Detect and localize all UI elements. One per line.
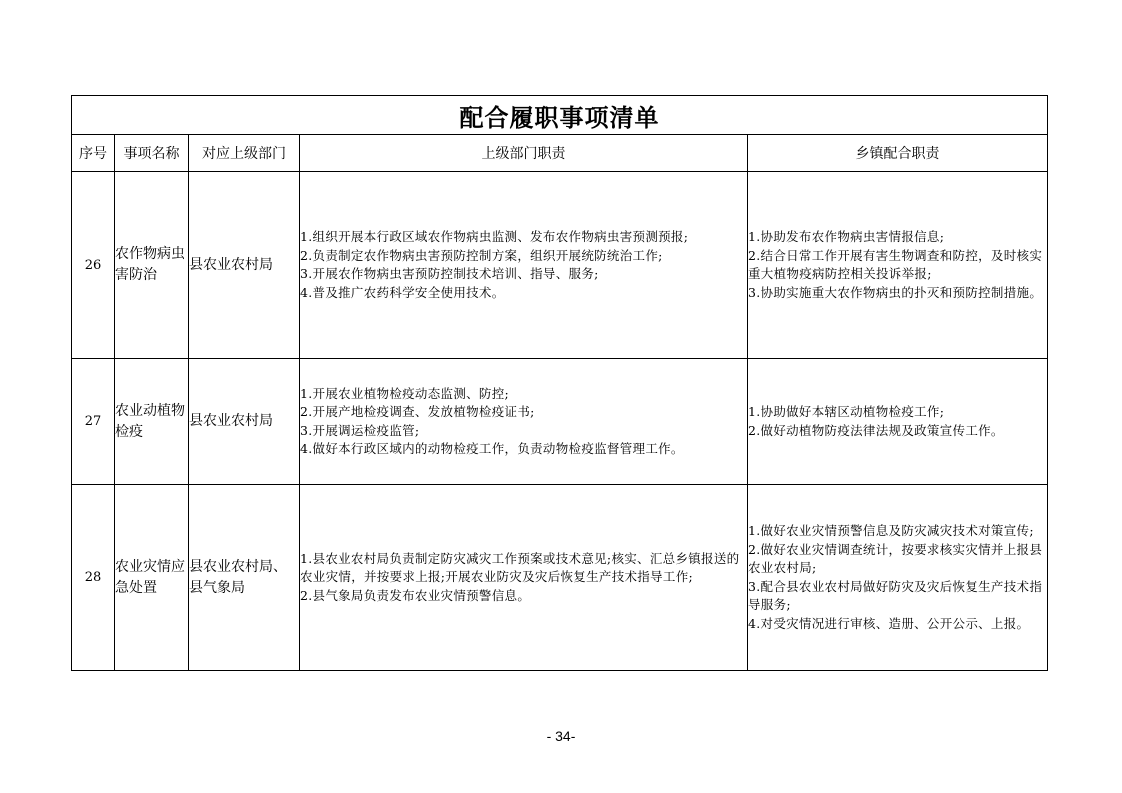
table-title: 配合履职事项清单 — [72, 96, 1048, 135]
duty-line: 3.开展调运检疫监管; — [300, 422, 420, 438]
duty-list-table — [71, 95, 1048, 671]
row-item-name: 农作物病虫害防治 — [115, 172, 189, 359]
duty-line: 1.开展农业植物检疫动态监测、防控; — [300, 385, 510, 401]
page-number: - 34- — [546, 728, 576, 744]
table-row — [72, 172, 1048, 359]
header-upper-duty: 上级部门职责 — [300, 135, 748, 172]
duty-line: 1.县农业农村局负责制定防灾减灾工作预案或技术意见;核实、汇总乡镇报送的农业灾情，并按要求上报;开展农业防灾及灾后恢复生产技术指导工作; — [300, 550, 740, 585]
header-seq: 序号 — [72, 135, 115, 172]
header-dept: 对应上级部门 — [189, 135, 300, 172]
duty-line: 2.结合日常工作开展有害生物调查和防控，及时核实重大植物疫病防控相关投诉举报; — [748, 247, 1043, 281]
duty-line: 3.协助实施重大农作物病虫的扑灭和预防控制措施。 — [748, 284, 1043, 300]
row-item-name: 农业动植物检疫 — [115, 359, 189, 485]
duty-line: 1.协助做好本辖区动植物检疫工作; — [748, 404, 945, 419]
duty-line: 1.组织开展本行政区域农作物病虫监测、发布农作物病虫害预测预报; — [300, 229, 689, 244]
duty-line: 2.做好农业灾情调查统计，按要求核实灾情并上报县农业农村局; — [748, 541, 1043, 575]
row-item-name: 农业灾情应急处置 — [115, 485, 189, 671]
table-row — [72, 485, 1048, 671]
header-row — [72, 135, 1048, 172]
duty-line: 2.开展产地检疫调查、发放植物检疫证书; — [300, 404, 535, 419]
duty-line: 4.对受灾情况进行审核、造册、公开公示、上报。 — [748, 615, 1030, 631]
duty-line: 3.开展农作物病虫害预防控制技术培训、指导、服务; — [300, 266, 599, 281]
row-town-duty — [748, 172, 1048, 359]
duty-line: 1.做好农业灾情预警信息及防灾减灾技术对策宣传; — [748, 523, 1034, 538]
row-upper-duty — [300, 172, 748, 359]
row-town-duty — [748, 485, 1048, 671]
duty-line: 1.协助发布农作物病虫害情报信息; — [748, 229, 945, 244]
row-dept: 县农业农村局 — [189, 172, 300, 359]
duty-line: 4.普及推广农药科学安全使用技术。 — [300, 284, 505, 300]
duty-line: 3.配合县农业农村局做好防灾及灾后恢复生产技术指导服务; — [748, 578, 1043, 612]
header-town-duty: 乡镇配合职责 — [748, 135, 1048, 172]
table-row — [72, 359, 1048, 485]
row-upper-duty — [300, 359, 748, 485]
duty-line: 2.县气象局负责发布农业灾情预警信息。 — [300, 587, 531, 603]
row-seq: 28 — [72, 485, 115, 671]
row-upper-duty — [300, 485, 748, 671]
row-seq: 27 — [72, 359, 115, 485]
row-town-duty — [748, 359, 1048, 485]
header-name: 事项名称 — [115, 135, 189, 172]
duty-line: 4.做好本行政区域内的动物检疫工作，负责动物检疫监督管理工作。 — [300, 441, 684, 456]
row-seq: 26 — [72, 172, 115, 359]
duty-line: 2.负责制定农作物病虫害预防控制方案，组织开展统防统治工作; — [300, 247, 663, 263]
duty-line: 2.做好动植物防疫法律法规及政策宣传工作。 — [748, 422, 1004, 438]
row-dept: 县农业农村局 — [189, 359, 300, 485]
row-dept: 县农业农村局、县气象局 — [189, 485, 300, 671]
